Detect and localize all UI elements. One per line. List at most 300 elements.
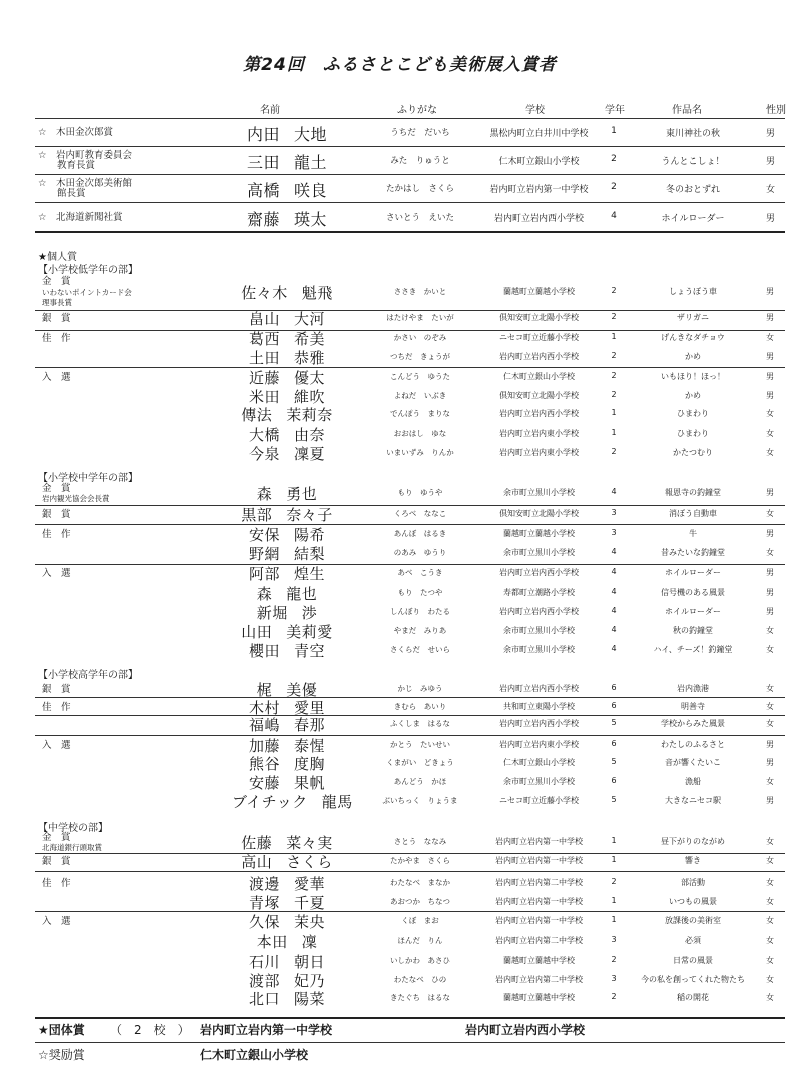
family-name: 久保: [248, 913, 280, 931]
award-label: 入 選: [42, 568, 71, 579]
family-name: 黒部: [241, 506, 273, 524]
name-kana: あんどう かほ: [393, 777, 447, 786]
given-name: 陽菜: [294, 990, 326, 1008]
artwork-title: かめ: [685, 352, 701, 361]
artwork-title: いもほり！ほっ！: [661, 372, 725, 381]
artwork-title: いつもの風景: [669, 897, 717, 906]
awardee-name: [232, 524, 342, 545]
awardee-name: [232, 563, 342, 584]
given-name: 美優: [286, 681, 318, 699]
given-name: 度胸: [294, 755, 326, 773]
award-label: 金 賞: [42, 831, 71, 843]
artwork-title: 放課後の美術室: [665, 916, 721, 925]
name-kana: かとう たいせい: [390, 740, 450, 749]
given-name: 泰惺: [294, 737, 326, 755]
awardee-name: [232, 951, 342, 972]
divider: [35, 118, 785, 119]
family-name: 青塚: [248, 894, 280, 912]
school-name: 岩内町立岩内西小学校: [493, 214, 584, 224]
grade: 6: [611, 683, 617, 692]
given-name: 果帆: [294, 774, 326, 792]
school-name: 余市町立黒川小学校: [503, 548, 575, 557]
name-kana: くろべ ななこ: [393, 509, 447, 518]
family-name: 齋藤: [246, 210, 280, 229]
grade: 2: [611, 182, 617, 192]
school-name: 余市町立黒川小学校: [503, 645, 575, 654]
given-name: 魁飛: [301, 284, 333, 302]
family-name: 櫻田: [248, 642, 280, 660]
gender: 男: [766, 313, 774, 322]
given-name: 菜々実: [286, 834, 333, 852]
name-kana: わたなべ まなか: [390, 878, 450, 887]
award-label: 金 賞: [42, 276, 71, 287]
family-name: 佐々木: [241, 284, 288, 302]
family-name: 米田: [248, 388, 280, 406]
school-name: 余市町立黒川小学校: [503, 777, 575, 786]
artwork-title: ホイルローダー: [661, 214, 725, 224]
artwork-title: 音が響くたいこ: [665, 758, 721, 767]
family-name: 高山: [241, 853, 273, 871]
school-name: 倶知安町立北陽小学校: [499, 313, 579, 322]
artwork-title: 秋の釣鐘堂: [673, 626, 713, 635]
group-award-count: （ 2 校 ）: [110, 1023, 190, 1037]
grade: 4: [611, 547, 617, 556]
artwork-title: 日常の風景: [673, 956, 713, 965]
name-kana: うちだ だいち: [390, 128, 450, 138]
award-label: 岩内観光協会会長賞: [42, 494, 110, 503]
gender: 女: [766, 626, 774, 635]
given-name: 由奈: [294, 426, 326, 444]
awardee-name: [232, 122, 342, 145]
grade: 5: [611, 795, 617, 804]
school-name: 岩内町立岩内西小学校: [499, 607, 579, 616]
grade: 5: [611, 757, 617, 766]
gender: 男: [766, 129, 776, 139]
header-work: 作品名: [672, 105, 702, 116]
school-name: 岩内町立岩内西小学校: [499, 409, 579, 418]
header-grade: 学年: [605, 105, 625, 116]
given-name: 茉央: [294, 913, 326, 931]
given-name: 優太: [294, 369, 326, 387]
artwork-title: 東川神社の秋: [665, 129, 720, 139]
family-name: 森: [256, 485, 273, 503]
grade: 1: [611, 855, 617, 864]
grade: 6: [611, 701, 617, 710]
awardee-name: [232, 150, 342, 173]
gender: 女: [766, 897, 774, 906]
gender: 女: [766, 333, 774, 342]
given-name: 凜: [301, 933, 318, 951]
award-label: 館長賞: [38, 188, 86, 199]
family-name: 佐藤: [241, 834, 273, 852]
school-name: 岩内町立岩内西小学校: [499, 568, 579, 577]
gender: 女: [766, 185, 776, 195]
family-name: 森: [256, 585, 273, 603]
grade: 4: [611, 487, 617, 496]
gender: 女: [766, 956, 774, 965]
awardee-name: [232, 772, 342, 793]
divider: [35, 871, 785, 872]
gender: 女: [766, 702, 774, 711]
grade: 3: [611, 974, 617, 983]
school-name: 岩内町立岩内東小学校: [499, 429, 579, 438]
artwork-title: 明善寺: [681, 702, 705, 711]
school-name: 蘭越町立蘭越中学校: [503, 993, 575, 1002]
artwork-title: しょうぼう車: [669, 287, 717, 296]
family-name: 渡部: [248, 972, 280, 990]
given-name: 龍土: [294, 153, 328, 172]
divider: [35, 524, 785, 525]
award-label: いわないポイントカード会: [42, 287, 132, 297]
name-kana: きたぐち はるな: [390, 993, 450, 1002]
artwork-title: ザリガニ: [677, 313, 709, 322]
school-name: 岩内町立岩内第二中学校: [495, 975, 583, 984]
award-label: 入 選: [42, 916, 71, 927]
grade: 6: [611, 776, 617, 785]
family-name: 熊谷: [248, 755, 280, 773]
grade: 4: [611, 625, 617, 634]
family-name: 安藤: [248, 774, 280, 792]
gender: 男: [766, 287, 774, 296]
given-name: 妃乃: [294, 972, 326, 990]
award-label: ☆ 木田金次郎賞: [38, 127, 114, 138]
award-label: ☆ 木田金次郎美術館: [38, 177, 133, 189]
grade: 2: [611, 447, 617, 456]
awardee-name: [232, 282, 342, 303]
awardee-name: [232, 308, 342, 329]
section-heading: 【小学校低学年の部】: [38, 265, 138, 276]
given-name: 愛華: [294, 875, 326, 893]
gender: 男: [766, 157, 776, 167]
artwork-title: ハイ、チーズ！釣鐘堂: [653, 645, 733, 654]
school-name: 岩内町立岩内第一中学校: [495, 897, 583, 906]
grade: 2: [611, 955, 617, 964]
family-name: 福嶋: [248, 716, 280, 734]
school-name: 蘭越町立蘭越中学校: [503, 956, 575, 965]
award-label: 金 賞: [42, 482, 71, 494]
divider: [35, 697, 785, 698]
grade: 1: [611, 126, 617, 136]
name-kana: おおはし ゆな: [393, 429, 447, 438]
given-name: 煌生: [294, 565, 326, 583]
school-name: 岩内町立岩内西小学校: [499, 352, 579, 361]
family-name: 石川: [248, 953, 280, 971]
awardee-name: [232, 483, 342, 504]
grade: 4: [611, 606, 617, 615]
family-name: 近藤: [248, 369, 280, 387]
grade: 1: [611, 428, 617, 437]
family-name: 梶: [256, 681, 273, 699]
given-name: 結梨: [294, 545, 326, 563]
grade: 1: [611, 332, 617, 341]
family-name: 三田: [246, 153, 280, 172]
artwork-title: ひまわり: [677, 429, 709, 438]
given-name: 咲良: [294, 181, 328, 200]
artwork-title: 大きなニセコ駅: [665, 796, 721, 805]
given-name: 陽希: [294, 526, 326, 544]
gender: 女: [766, 448, 774, 457]
given-name: 瑛太: [294, 210, 328, 229]
awardee-name: [232, 424, 342, 445]
grade: 4: [611, 211, 617, 221]
name-kana: いしかわ あさひ: [390, 956, 450, 965]
gender: 女: [766, 719, 774, 728]
divider: [35, 564, 785, 565]
award-label: 佳 作: [42, 702, 71, 713]
awardee-name: [232, 791, 353, 812]
name-kana: かじ みゆう: [397, 684, 443, 693]
school-name: 岩内町立岩内東小学校: [499, 448, 579, 457]
grade: 4: [611, 587, 617, 596]
school-name: 岩内町立岩内東小学校: [499, 740, 579, 749]
gender: 男: [766, 488, 774, 497]
gender: 女: [766, 856, 774, 865]
gender: 男: [766, 796, 774, 805]
school-name: 岩内町立岩内西小学校: [499, 719, 579, 728]
artwork-title: 昼下がりのながめ: [661, 837, 725, 846]
given-name: 渉: [301, 604, 318, 622]
name-kana: さとう ななみ: [393, 837, 447, 846]
name-kana: たかはし さくら: [385, 184, 454, 194]
award-label: ☆ 北海道新聞社賞: [38, 212, 123, 223]
given-name: 龍馬: [321, 793, 353, 811]
gender: 男: [766, 607, 774, 616]
divider: [35, 330, 785, 331]
group-award-label: ★団体賞: [38, 1023, 85, 1037]
artwork-title: 響き: [685, 856, 701, 865]
artwork-title: 牛: [689, 529, 697, 538]
gender: 女: [766, 684, 774, 693]
awardee-name: [232, 851, 342, 872]
name-kana: ほんだ りん: [397, 936, 443, 945]
gender: 男: [766, 391, 774, 400]
award-label: ☆ 岩内町教育委員会: [38, 149, 133, 161]
grade: 4: [611, 567, 617, 576]
grade: 1: [611, 836, 617, 845]
awardee-name: [232, 443, 342, 464]
divider: [35, 231, 785, 233]
name-kana: たかやま さくら: [390, 856, 450, 865]
awardee-name: [232, 602, 342, 623]
family-name: 畠山: [248, 310, 280, 328]
section-heading: 【小学校中学年の部】: [38, 473, 138, 484]
name-kana: しんぼり わたる: [390, 607, 450, 616]
gender: 男: [766, 740, 774, 749]
artwork-title: かめ: [685, 391, 701, 400]
header-school: 学校: [525, 105, 545, 116]
divider: [35, 735, 785, 736]
awardee-name: [232, 873, 342, 894]
grade: 5: [611, 718, 617, 727]
gender: 女: [766, 509, 774, 518]
header-gender: 性別: [766, 105, 786, 116]
group-award-school-2: 岩内町立岩内西小学校: [465, 1023, 586, 1037]
encouragement-award-label: ☆奨励賞: [38, 1048, 85, 1062]
artwork-title: 報恩寺の釣鐘堂: [665, 488, 721, 497]
divider: [35, 505, 785, 506]
family-name: 今泉: [248, 445, 280, 463]
encouragement-award-school: 仁木町立銀山小学校: [200, 1048, 309, 1062]
gender: 男: [766, 529, 774, 538]
artwork-title: ひまわり: [677, 409, 709, 418]
name-kana: ささき かいと: [393, 287, 447, 296]
name-kana: ぶいちっく りょうま: [382, 796, 458, 805]
name-kana: あおつか ちなつ: [390, 897, 450, 906]
name-kana: やまだ みりあ: [393, 626, 447, 635]
family-name: 高橋: [246, 181, 280, 200]
divider: [35, 310, 785, 311]
divider: [35, 202, 785, 203]
gender: 女: [766, 409, 774, 418]
name-kana: わたなべ ひの: [393, 975, 447, 984]
grade: 2: [611, 877, 617, 886]
award-label: 北海道銀行頭取賞: [42, 843, 102, 852]
given-name: 大地: [294, 125, 328, 144]
group-award-school-1: 岩内町立岩内第一中学校: [200, 1023, 333, 1037]
awardee-name: [232, 583, 342, 604]
awardee-name: [232, 207, 342, 230]
artwork-title: 今の私を創ってくれた物たち: [641, 975, 745, 984]
given-name: 春那: [294, 716, 326, 734]
divider: [35, 146, 785, 147]
grade: 2: [611, 286, 617, 295]
given-name: 勇也: [286, 485, 318, 503]
gender: 男: [766, 568, 774, 577]
given-name: 恭雅: [294, 349, 326, 367]
given-name: 美莉愛: [286, 623, 333, 641]
gender: 女: [766, 975, 774, 984]
school-name: 黒松内町立白井川中学校: [489, 129, 589, 139]
artwork-title: ホイルローダー: [665, 568, 721, 577]
award-label: 佳 作: [42, 878, 71, 889]
gender: 女: [766, 777, 774, 786]
family-name: 新堀: [256, 604, 288, 622]
school-name: 仁木町立銀山小学校: [503, 758, 575, 767]
individual-award-heading: ★個人賞: [38, 252, 77, 263]
grade: 1: [611, 408, 617, 417]
school-name: ニセコ町立近藤小学校: [499, 796, 579, 805]
awardee-name: [232, 621, 342, 642]
artwork-title: かたつむり: [673, 448, 713, 457]
family-name: 内田: [246, 125, 280, 144]
artwork-title: 冬のおとずれ: [665, 185, 720, 195]
grade: 1: [611, 896, 617, 905]
award-label: 佳 作: [42, 529, 71, 540]
given-name: 大河: [294, 310, 326, 328]
family-name: 傳法: [241, 406, 273, 424]
grade: 3: [611, 528, 617, 537]
award-label: 入 選: [42, 740, 71, 751]
awardee-name: [232, 178, 342, 201]
given-name: 青空: [294, 642, 326, 660]
school-name: 倶知安町立北陽小学校: [499, 391, 579, 400]
given-name: さくら: [286, 853, 333, 871]
name-kana: さくらだ せいら: [390, 645, 450, 654]
gender: 男: [766, 214, 776, 224]
page-title: 第24回 ふるさとこども美術展入賞者: [243, 55, 557, 75]
gender: 女: [766, 645, 774, 654]
divider: [35, 367, 785, 368]
awardee-name: [232, 543, 342, 564]
artwork-title: 必須: [685, 936, 701, 945]
family-name: 加藤: [248, 737, 280, 755]
name-kana: くまがい どきょう: [386, 758, 454, 767]
grade: 2: [611, 312, 617, 321]
family-name: 安保: [248, 526, 280, 544]
artwork-title: ホイルローダー: [665, 607, 721, 616]
school-name: 仁木町立銀山小学校: [498, 157, 580, 167]
artwork-title: 昔みたいな釣鐘堂: [661, 548, 725, 557]
award-label: 理事長賞: [42, 298, 72, 307]
award-label: 入 選: [42, 372, 71, 383]
name-kana: みた りゅうと: [390, 156, 450, 166]
gender: 女: [766, 837, 774, 846]
award-label: 銀 賞: [42, 509, 71, 520]
gender: 女: [766, 878, 774, 887]
given-name: 龍也: [286, 585, 318, 603]
awardee-name: [232, 367, 342, 388]
gender: 女: [766, 548, 774, 557]
grade: 3: [611, 508, 617, 517]
artwork-title: 部活動: [681, 878, 705, 887]
award-label: 教育長賞: [38, 160, 96, 171]
given-name: 維吹: [294, 388, 326, 406]
name-kana: かさい のぞみ: [393, 333, 447, 342]
school-name: 蘭越町立蘭越小学校: [503, 287, 575, 296]
given-name: 奈々子: [286, 506, 333, 524]
school-name: 岩内町立岩内第一中学校: [495, 916, 583, 925]
grade: 3: [611, 935, 617, 944]
awardee-name: [232, 504, 342, 525]
artwork-title: うんとこしょ！: [661, 157, 725, 167]
school-name: 岩内町立岩内第二中学校: [495, 878, 583, 887]
school-name: 共和町立東陽小学校: [503, 702, 575, 711]
grade: 6: [611, 739, 617, 748]
artwork-title: わたしのふるさと: [661, 740, 725, 749]
artwork-title: 消ぼう自動車: [669, 509, 717, 518]
artwork-title: げんきなダチョウ: [661, 333, 725, 342]
gender: 男: [766, 588, 774, 597]
awardee-name: [232, 892, 342, 913]
family-name: 葛西: [248, 330, 280, 348]
name-kana: もり たつや: [397, 588, 443, 597]
school-name: 仁木町立銀山小学校: [503, 372, 575, 381]
family-name: 土田: [248, 349, 280, 367]
school-name: 余市町立黒川小学校: [503, 488, 575, 497]
gender: 女: [766, 429, 774, 438]
grade: 2: [611, 992, 617, 1001]
given-name: 茉莉奈: [286, 406, 333, 424]
family-name: 本田: [256, 933, 288, 951]
school-name: 岩内町立岩内第一中学校: [495, 837, 583, 846]
section-heading: 【小学校高学年の部】: [38, 670, 138, 681]
awardee-name: [232, 328, 342, 349]
grade: 2: [611, 371, 617, 380]
family-name: 山田: [241, 623, 273, 641]
given-name: 凜夏: [294, 445, 326, 463]
school-name: 余市町立黒川小学校: [503, 626, 575, 635]
awardee-name: [232, 832, 342, 853]
name-kana: つちだ きょうが: [390, 352, 450, 361]
given-name: 朝日: [294, 953, 326, 971]
family-name: 阿部: [248, 565, 280, 583]
awardee-name: [232, 988, 342, 1009]
school-name: 岩内町立岩内第二中学校: [495, 936, 583, 945]
award-label: 佳 作: [42, 333, 71, 344]
gender: 男: [766, 758, 774, 767]
name-kana: こんどう ゆうた: [390, 372, 450, 381]
family-name: 野網: [248, 545, 280, 563]
